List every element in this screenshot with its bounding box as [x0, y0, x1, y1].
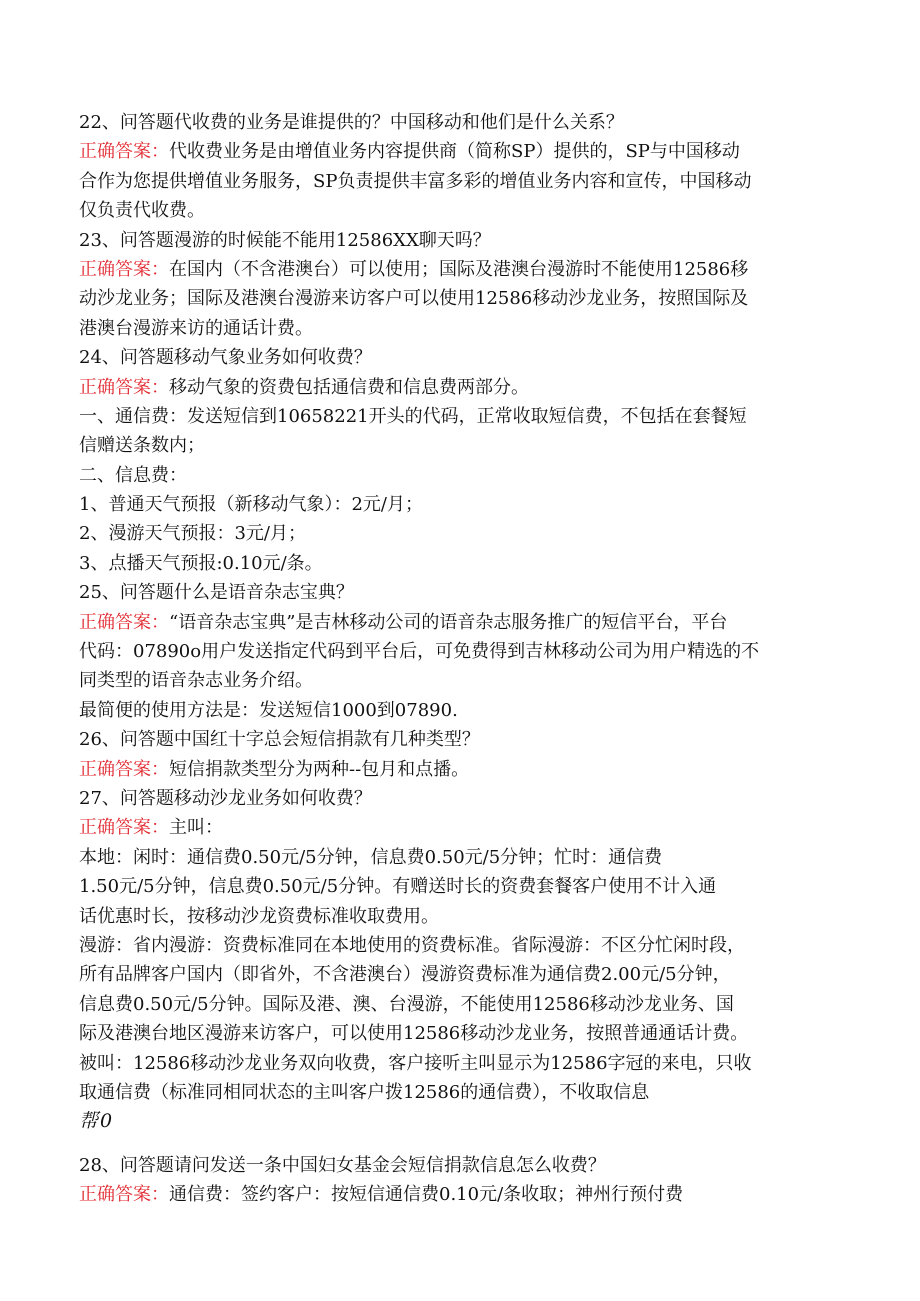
text-line — [79, 843, 841, 872]
line-text: 本地：闲时：通信费0.50元/5分钟，信息费0.50元/5分钟；忙时：通信费 — [79, 846, 663, 868]
text-line — [79, 549, 841, 578]
line-text: 代收费业务是由增值业务内容提供商（简称SP）提供的，SP与中国移动 — [169, 141, 740, 163]
line-text: 2、漫游天气预报：3元/月； — [79, 523, 306, 545]
line-text: 合作为您提供增值业务服务，SP负责提供丰富多彩的增值业务内容和宣传，中国移动 — [79, 170, 752, 192]
answer-line — [79, 137, 841, 166]
question-line — [79, 725, 841, 754]
line-text: 主叫： — [169, 817, 223, 839]
text-line — [79, 314, 841, 343]
question-line — [79, 226, 841, 255]
line-text: 28、问答题请问发送一条中国妇女基金会短信捐款信息怎么收费？ — [79, 1154, 606, 1176]
text-line — [79, 637, 841, 666]
text-line — [79, 431, 841, 460]
line-text: 26、问答题中国红十字总会短信捐款有几种类型？ — [79, 729, 480, 751]
line-text: 信赠送条数内； — [79, 435, 205, 457]
question-line — [79, 108, 841, 137]
answer-label: 正确答案： — [79, 258, 169, 280]
line-text: 被叫：12586移动沙龙业务双向收费，客户接听主叫显示为12586字冠的来电，只收 — [79, 1052, 752, 1074]
text-line — [79, 167, 841, 196]
text-line — [79, 461, 841, 490]
question-line — [79, 578, 841, 607]
line-text: 动沙龙业务；国际及港澳台漫游来访客户可以使用12586移动沙龙业务，按照国际及 — [79, 288, 749, 310]
text-line — [79, 402, 841, 431]
line-text: 港澳台漫游来访的通话计费。 — [79, 317, 313, 339]
text-line — [79, 666, 841, 695]
answer-label: 正确答案： — [79, 1184, 169, 1206]
line-text: 22、问答题代收费的业务是谁提供的？中国移动和他们是什么关系？ — [79, 112, 624, 133]
text-line — [79, 196, 841, 225]
line-text: 移动气象的资费包括通信费和信息费两部分。 — [169, 376, 529, 398]
line-text: 代码：07890o用户发送指定代码到平台后，可免费得到吉林移动公司为用户精选的不 — [79, 641, 760, 663]
answer-line — [79, 373, 841, 402]
line-text: 24、问答题移动气象业务如何收费？ — [79, 347, 372, 369]
answer-label: 正确答案： — [79, 611, 169, 633]
text-line — [79, 1078, 841, 1107]
answer-line — [79, 608, 841, 637]
text-line — [79, 696, 841, 725]
text-line — [79, 490, 841, 519]
answer-label: 正确答案： — [79, 376, 169, 398]
text-line — [79, 1019, 841, 1048]
answer-label: 正确答案： — [79, 758, 169, 780]
line-text: “语音杂志宝典”是吉林移动公司的语音杂志服务推广的短信平台，平台 — [169, 611, 728, 633]
line-text: 一、通信费：发送短信到10658221开头的代码，正常收取短信费，不包括在套餐短 — [79, 405, 747, 427]
line-text: 最简便的使用方法是：发送短信1000到07890. — [79, 699, 458, 721]
line-text: 信息费0.50元/5分钟。国际及港、澳、台漫游，不能使用12586移动沙龙业务、国 — [79, 993, 734, 1015]
line-text: 25、问答题什么是语音杂志宝典？ — [79, 582, 354, 604]
text-line — [79, 872, 841, 901]
line-text: 仅负责代收费。 — [79, 200, 205, 222]
answer-line — [79, 255, 841, 284]
text-line — [79, 284, 841, 313]
answer-line — [79, 755, 841, 784]
question-line — [79, 343, 841, 372]
answer-label: 正确答案： — [79, 817, 169, 839]
line-text: 取通信费（标准同相同状态的主叫客户拨12586的通信费），不收取信息 — [79, 1081, 650, 1103]
line-text: 话优惠时长，按移动沙龙资费标准收取费用。 — [79, 905, 439, 927]
line-text: 漫游：省内漫游：资费标准同在本地使用的资费标准。省际漫游：不区分忙闲时段， — [79, 934, 745, 956]
line-text: 二、信息费： — [79, 464, 187, 486]
line-text: 1、普通天气预报（新移动气象）：2元/月； — [79, 494, 423, 516]
text-line — [79, 960, 841, 989]
answer-line — [79, 813, 841, 842]
line-text: 23、问答题漫游的时候能不能用12586XX聊天吗？ — [79, 229, 491, 251]
line-text: 1.50元/5分钟，信息费0.50元/5分钟。有赠送时长的资费套餐客户使用不计入通 — [79, 876, 717, 898]
line-text: 3、点播天气预报:0.10元/条。 — [79, 552, 323, 574]
answer-line — [79, 1180, 841, 1209]
line-text: 通信费：签约客户：按短信通信费0.10元/条收取；神州行预付费 — [169, 1184, 684, 1206]
answer-label: 正确答案： — [79, 141, 169, 163]
line-text: 在国内（不含港澳台）可以使用；国际及港澳台漫游时不能使用12586移 — [169, 258, 749, 280]
handwritten-note — [79, 1107, 841, 1136]
text-line — [79, 902, 841, 931]
qa-content — [79, 108, 841, 1209]
line-text: 所有品牌客户国内（即省外，不含港澳台）漫游资费标准为通信费2.00元/5分钟， — [79, 964, 731, 986]
line-text: 际及港澳台地区漫游来访客户，可以使用12586移动沙龙业务，按照普通通话计费。 — [79, 1023, 749, 1045]
text-line — [79, 519, 841, 548]
line-text: 短信捐款类型分为两种--包月和点播。 — [169, 758, 470, 780]
line-text: 27、问答题移动沙龙业务如何收费？ — [79, 787, 372, 809]
text-line — [79, 990, 841, 1019]
question-line — [79, 784, 841, 813]
text-line — [79, 1049, 841, 1078]
question-line — [79, 1151, 841, 1180]
line-text: 帮0 — [79, 1110, 115, 1133]
text-line — [79, 931, 841, 960]
line-text: 同类型的语音杂志业务介绍。 — [79, 670, 313, 692]
paragraph-gap — [79, 1137, 841, 1151]
